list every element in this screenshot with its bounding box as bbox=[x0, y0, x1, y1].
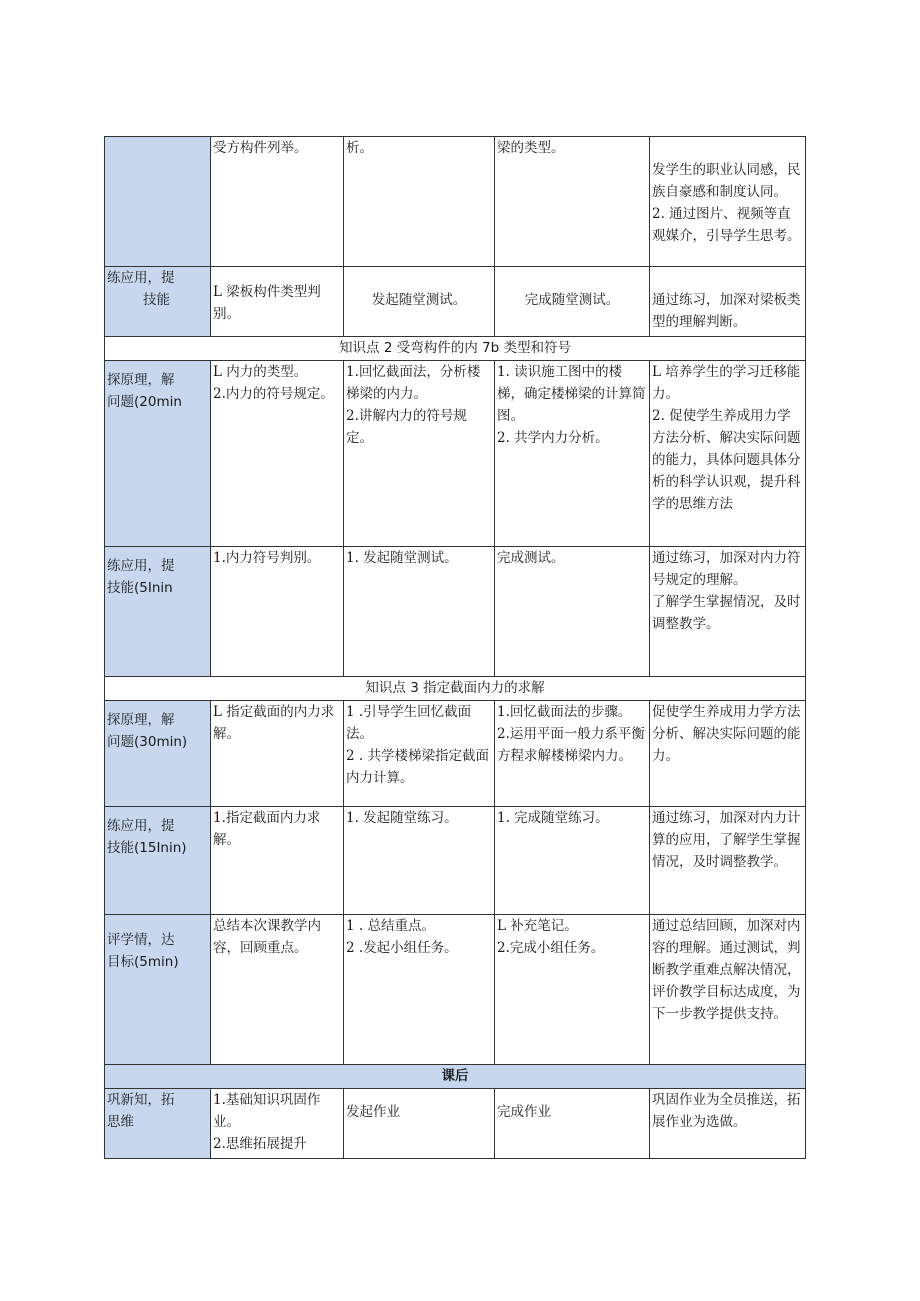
content-cell: 总结本次课教学内容，回顾重点。 bbox=[211, 915, 344, 1065]
phase-cell: 练应用，提 技能(15Inin) bbox=[105, 807, 211, 915]
student-cell: 完成作业 bbox=[495, 1089, 650, 1159]
design-cell: 发学生的职业认同感，民族自豪感和制度认同。 2. 通过图片、视频等直观媒介，引导学生思考。 bbox=[650, 137, 806, 267]
student-cell: 完成随堂测试。 bbox=[495, 267, 650, 337]
phase-cell: 练应用，提 技能(5Inin bbox=[105, 547, 211, 677]
phase-cell bbox=[105, 137, 211, 267]
content-cell: L 梁板构件类型判别。 bbox=[211, 267, 344, 337]
table-row bbox=[105, 915, 806, 1065]
phase-cell: 探原理，解 问题(30min) bbox=[105, 701, 211, 807]
teacher-cell: 1.回忆截面法，分析楼梯梁的内力。 2.讲解内力的符号规定。 bbox=[344, 361, 495, 547]
design-cell: 通过练习，加深对梁板类型的理解判断。 bbox=[650, 267, 806, 337]
content-cell: 1.内力符号判别。 bbox=[211, 547, 344, 677]
section-row bbox=[105, 1065, 806, 1089]
design-cell: 通过练习，加深对内力符号规定的理解。 了解学生掌握情况，及时调整教学。 bbox=[650, 547, 806, 677]
lesson-plan-table bbox=[104, 136, 806, 1159]
design-cell: 促使学生养成用力学方法分析、解决实际问题的能力。 bbox=[650, 701, 806, 807]
phase-cell: 探原理，解 问题(20min bbox=[105, 361, 211, 547]
teacher-cell: 发起作业 bbox=[344, 1089, 495, 1159]
teacher-cell: 发起随堂测试。 bbox=[344, 267, 495, 337]
design-cell: 通过练习，加深对内力计算的应用，了解学生掌握情况，及时调整教学。 bbox=[650, 807, 806, 915]
content-cell: L 内力的类型。 2.内力的符号规定。 bbox=[211, 361, 344, 547]
section-row bbox=[105, 677, 806, 701]
teacher-cell: 1. 发起随堂练习。 bbox=[344, 807, 495, 915]
section-row bbox=[105, 337, 806, 361]
table-row bbox=[105, 361, 806, 547]
teacher-cell: 1. 发起随堂测试。 bbox=[344, 547, 495, 677]
table-row bbox=[105, 137, 806, 267]
design-cell: L 培养学生的学习迁移能力。 2. 促使学生养成用力学方法分析、解决实际问题的能力，具体问题具体分析的科学认识观，提升科学的思维方法 bbox=[650, 361, 806, 547]
student-cell: 1. 读识施工图中的楼梯，确定楼梯梁的计算简图。 2. 共学内力分析。 bbox=[495, 361, 650, 547]
content-cell: L 指定截面的内力求解。 bbox=[211, 701, 344, 807]
table-row bbox=[105, 267, 806, 337]
student-cell: 完成测试。 bbox=[495, 547, 650, 677]
section-title-knowledge-2: 知识点 2 受弯构件的内 7b 类型和符号 bbox=[105, 337, 806, 361]
section-title-knowledge-3: 知识点 3 指定截面内力的求解 bbox=[105, 677, 806, 701]
student-cell: 1. 完成随堂练习。 bbox=[495, 807, 650, 915]
content-cell: 受方构件列举。 bbox=[211, 137, 344, 267]
table-row bbox=[105, 1089, 806, 1159]
design-cell: 通过总结回顾，加深对内容的理解。通过测试，判断教学重难点解决情况，评价教学目标达成度，为下一步教学提供支持。 bbox=[650, 915, 806, 1065]
teacher-cell: 1 .引导学生回忆截面法。 2 . 共学楼梯梁指定截面内力计算。 bbox=[344, 701, 495, 807]
teacher-cell: 析。 bbox=[344, 137, 495, 267]
content-cell: 1.基础知识巩固作业。 2.思维拓展提升 bbox=[211, 1089, 344, 1159]
table-row bbox=[105, 547, 806, 677]
student-cell: 梁的类型。 bbox=[495, 137, 650, 267]
design-cell: 巩固作业为全员推送，拓展作业为选做。 bbox=[650, 1089, 806, 1159]
phase-cell: 练应用，提 技能 bbox=[105, 267, 211, 337]
content-cell: 1.指定截面内力求解。 bbox=[211, 807, 344, 915]
table-row bbox=[105, 807, 806, 915]
student-cell: 1.回忆截面法的步骤。 2.运用平面一般力系平衡方程求解楼梯梁内力。 bbox=[495, 701, 650, 807]
table-row bbox=[105, 701, 806, 807]
teacher-cell: 1 . 总结重点。 2 .发起小组任务。 bbox=[344, 915, 495, 1065]
phase-cell: 巩新知，拓 思维 bbox=[105, 1089, 211, 1159]
phase-cell: 评学情，达 目标(5min) bbox=[105, 915, 211, 1065]
student-cell: L 补充笔记。 2.完成小组任务。 bbox=[495, 915, 650, 1065]
section-title-after-class: 课后 bbox=[105, 1065, 806, 1089]
